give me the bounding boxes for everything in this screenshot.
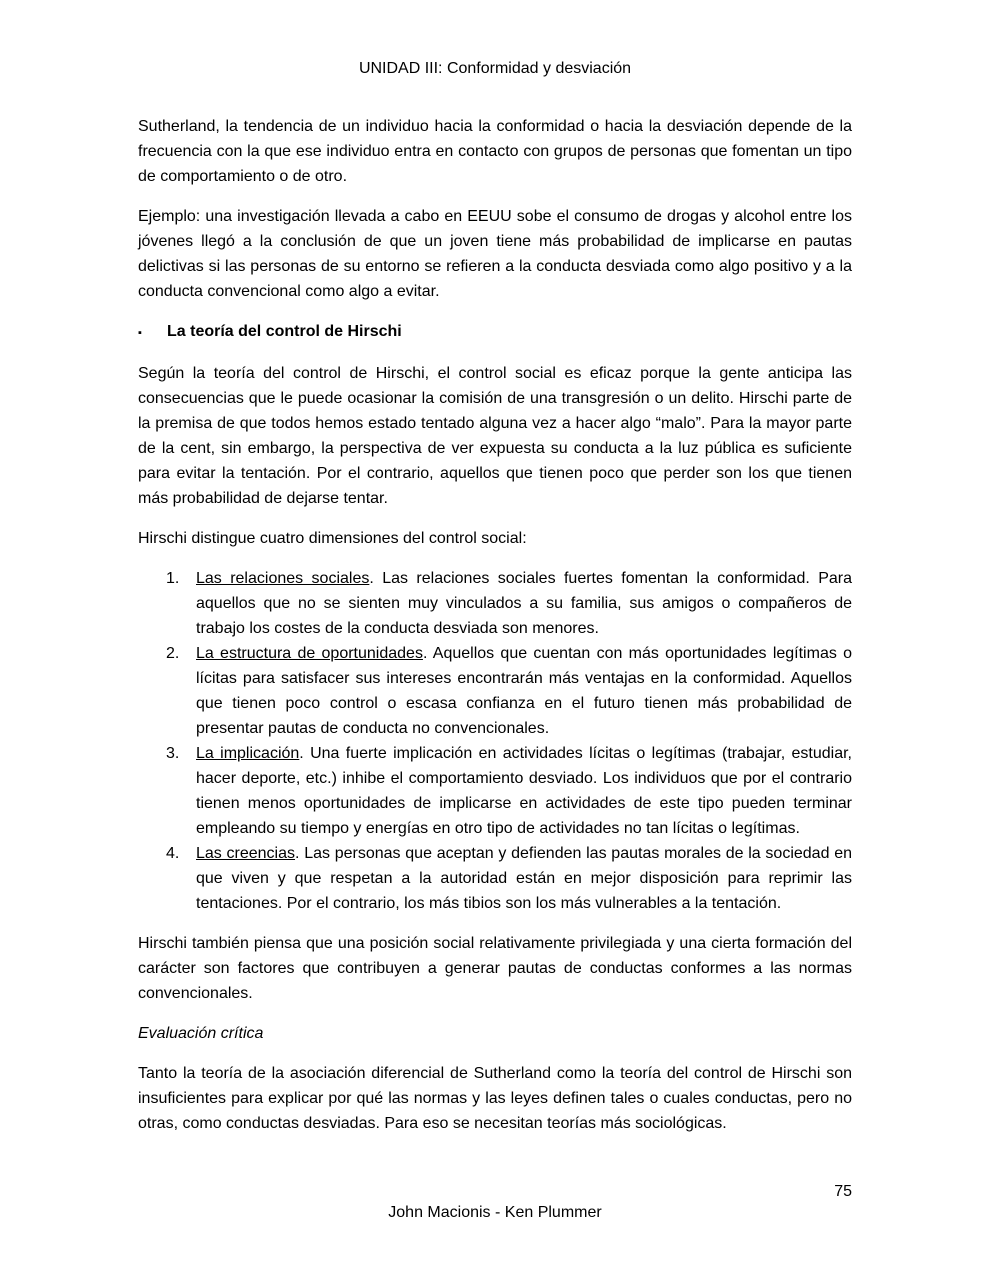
- list-item-text: . Aquellos que cuentan con más oportunidades legítimas o lícitas para satisfacer sus intereses encontrarán más ventajas en la conformidad. Aquellos que tienen poco control o escasa confianza en el futuro tienen más probabilidad de presentar pautas de conducta no convencionales.: [196, 645, 853, 737]
- list-item: [138, 841, 852, 916]
- list-item-term: Las relaciones sociales: [196, 570, 370, 587]
- dimensions-list: [138, 566, 852, 916]
- list-item-term: Las creencias: [196, 845, 296, 862]
- list-item-term: La estructura de oportunidades: [196, 645, 423, 662]
- paragraph-hirschi-theory: Según la teoría del control de Hirschi, el control social es eficaz porque la gente anticipa las consecuencias que le puede ocasionar la comisión de una transgresión o un delito. Hirschi parte de la premisa de que todos hemos estado tentado alguna vez a hacer algo “malo”. Para la mayor parte de la cent, sin embargo, la perspectiva de ver expuesta su conducta a la luz pública es suficiente para evitar la tentación. Por el contrario, aquellos que tienen poco que perder son los que tienen más probabilidad de dejarse tentar.: [138, 365, 852, 507]
- square-bullet-icon: ▪: [138, 327, 142, 339]
- page-number: 75: [834, 1183, 852, 1200]
- paragraph-sutherland-tendency: Sutherland, la tendencia de un individuo hacia la conformidad o hacia la desviación depende de la frecuencia con la que ese individuo entra en contacto con grupos de personas que fomentan un tipo de comportamiento o de otro.: [138, 118, 852, 185]
- paragraph-hirschi-position: Hirschi también piensa que una posición social relativamente privilegiada y una cierta formación del carácter son factores que contribuyen a generar pautas de conductas conformes a las normas convencionales.: [138, 935, 852, 1002]
- subheading-critical-evaluation: Evaluación crítica: [138, 1025, 264, 1042]
- list-item-number: 4.: [166, 845, 180, 862]
- list-item-text: . Las personas que aceptan y defienden las pautas morales de la sociedad en que viven y que respetan a la autoridad están en mejor disposición para reprimir las tentaciones. Por el contrario, los más tibios son los más vulnerables a la tentación.: [196, 845, 853, 912]
- paragraph-dimensions-intro: Hirschi distingue cuatro dimensiones del control social:: [138, 530, 527, 547]
- running-footer: John Macionis - Ken Plummer: [388, 1204, 602, 1221]
- list-item-term: La implicación: [196, 745, 300, 762]
- list-item-number: 1.: [166, 570, 180, 587]
- list-item-number: 3.: [166, 745, 180, 762]
- paragraph-example: Ejemplo: una investigación llevada a cabo en EEUU sobe el consumo de drogas y alcohol entre los jóvenes llegó a la conclusión de que un joven tiene más probabilidad de implicarse en pautas delictivas si las personas de su entorno se refieren a la conducta desviada como algo positivo y a la conducta convencional como algo a evitar.: [138, 208, 852, 300]
- list-item: [138, 741, 852, 841]
- section-heading-text: La teoría del control de Hirschi: [167, 323, 402, 340]
- list-item: [138, 566, 852, 641]
- running-header: UNIDAD III: Conformidad y desviación: [358, 60, 632, 77]
- section-heading-hirschi: [138, 319, 852, 346]
- list-item-text: . Las relaciones sociales fuertes fomentan la conformidad. Para aquellos que no se sienten muy vinculados a su familia, sus amigos o compañeros de trabajo los costes de la conducta desviada son menores.: [196, 570, 853, 637]
- list-item-text: . Una fuerte implicación en actividades lícitas o legítimas (trabajar, estudiar, hacer deporte, etc.) inhibe el comportamiento desviado. Los individuos que por el contrario tienen menos oportunidades de implicarse en actividades de este tipo pueden terminar empleando su tiempo y energías en otro tipo de actividades no tan lícitas o legítimas.: [196, 745, 852, 837]
- paragraph-critical-evaluation: Tanto la teoría de la asociación diferencial de Sutherland como la teoría del control de Hirschi son insuficientes para explicar por qué las normas y las leyes definen tales o cuales conductas, pero no otras, como conductas desviadas. Para eso se necesitan teorías más sociológicas.: [138, 1065, 852, 1132]
- page-body: [138, 114, 852, 1151]
- list-item: [138, 641, 852, 741]
- list-item-number: 2.: [166, 645, 180, 662]
